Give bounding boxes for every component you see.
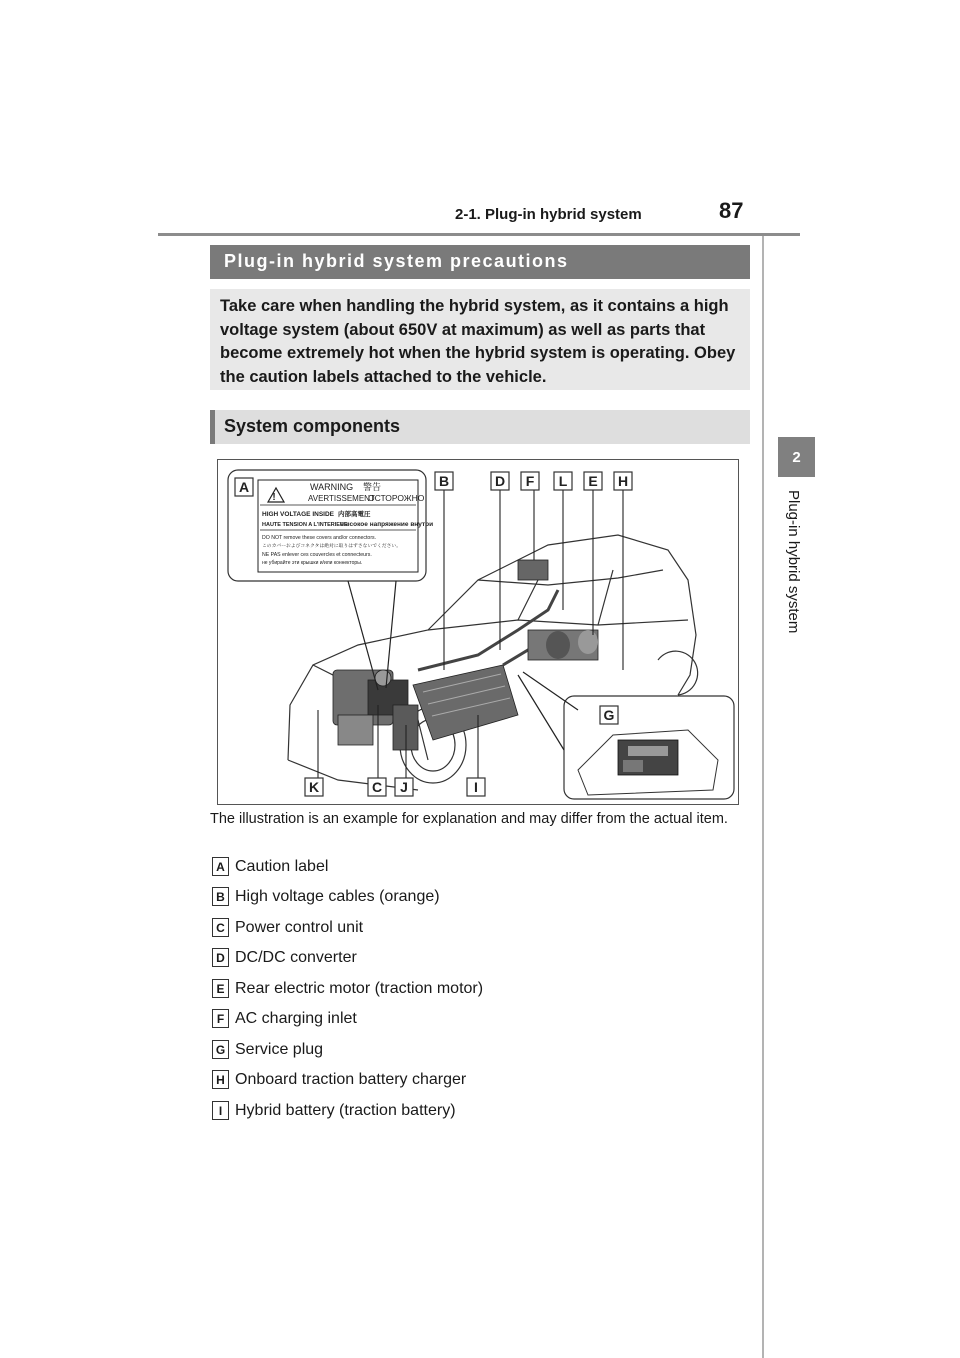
chapter-title-vertical: Plug-in hybrid system	[785, 490, 802, 634]
item-letter-box: D	[212, 948, 229, 967]
label-fr-line: NE PAS enlever ces couvercles et connecteurs.	[262, 552, 372, 558]
label-hv-inside: HIGH VOLTAGE INSIDE	[262, 511, 334, 518]
item-letter-box: A	[212, 857, 229, 876]
header-rule	[158, 233, 800, 236]
page-number: 87	[719, 198, 744, 223]
section-heading-text: Plug-in hybrid system precautions	[224, 251, 569, 271]
item-letter-box: E	[212, 979, 229, 998]
callout-l: L	[558, 473, 568, 489]
label-warning-jp: 警告	[363, 482, 382, 492]
service-plug-inset	[518, 672, 734, 799]
label-russian-caution: ОСТОРОЖНО	[368, 493, 425, 503]
callout-c: C	[371, 779, 383, 795]
item-letter-box: G	[212, 1040, 229, 1059]
chapter-tab[interactable]: 2	[778, 437, 815, 477]
item-letter-box: F	[212, 1009, 229, 1028]
running-header: 2-1. Plug-in hybrid system	[455, 206, 642, 223]
section-heading-text: System components	[224, 416, 401, 436]
callout-g: G	[603, 707, 615, 723]
components-illustration	[217, 459, 739, 805]
item-text: Rear electric motor (traction motor)	[235, 979, 484, 997]
label-do-not: DO NOT remove these covers and/or connectors.	[262, 535, 377, 541]
item-text: High voltage cables (orange)	[235, 887, 440, 905]
side-rule	[762, 236, 764, 1358]
legend-item	[212, 857, 328, 876]
callout-f: F	[525, 473, 535, 489]
label-avert: AVERTISSEMENT	[308, 494, 375, 503]
section-heading-components	[210, 410, 750, 444]
item-text: AC charging inlet	[235, 1009, 357, 1027]
callout-i: I	[474, 779, 478, 795]
item-letter-box: I	[212, 1101, 229, 1120]
item-text: Onboard traction battery charger	[235, 1070, 467, 1088]
rear-components	[518, 560, 598, 660]
label-ru-line: не убирайте эти крышки и/или коннекторы.	[262, 560, 363, 566]
callout-h: H	[617, 473, 629, 489]
legend-item	[212, 1009, 357, 1028]
vehicle-diagram	[218, 460, 737, 803]
intro-box	[210, 289, 750, 390]
section-heading-precautions	[210, 245, 750, 279]
svg-text:!: !	[272, 492, 276, 503]
callout-b: B	[438, 473, 450, 489]
item-letter-box: B	[212, 887, 229, 906]
legend-item	[212, 887, 440, 906]
figure-caption: The illustration is an example for explanation and may differ from the actual item.	[210, 811, 728, 827]
callout-e: E	[588, 473, 598, 489]
legend-item	[212, 948, 357, 967]
callout-d: D	[494, 473, 506, 489]
hybrid-battery	[413, 665, 518, 740]
legend-item	[212, 1101, 456, 1120]
label-russian-hv: высокое напряжение внутри	[340, 521, 434, 528]
intro-text: Take care when handling the hybrid system, as it contains a high voltage system (about 650V at maximum) as well as parts that become extremely hot when the hybrid system is operating. Obey the caution labels attached to the vehicle.	[220, 297, 736, 386]
item-text: Hybrid battery (traction battery)	[235, 1101, 456, 1119]
legend-item	[212, 1040, 323, 1059]
callout-j: J	[400, 779, 408, 795]
label-jp-line: このカバーおよびコネクタは絶対に取りはずさないでください。	[262, 544, 402, 549]
callout-k: K	[308, 779, 320, 795]
label-warning: WARNING	[310, 482, 354, 492]
item-letter-box: C	[212, 918, 229, 937]
item-text: DC/DC converter	[235, 948, 357, 966]
item-text: Caution label	[235, 857, 329, 875]
legend-item	[212, 918, 363, 937]
item-text: Power control unit	[235, 918, 364, 936]
label-haute-tension: HAUTE TENSION A L'INTERIEUR	[262, 522, 348, 528]
item-text: Service plug	[235, 1040, 324, 1058]
legend-item	[212, 1070, 466, 1089]
legend-item	[212, 979, 483, 998]
label-hv-jp: 内部高電圧	[338, 511, 371, 518]
callout-a: A	[238, 479, 250, 495]
item-letter-box: H	[212, 1070, 229, 1089]
